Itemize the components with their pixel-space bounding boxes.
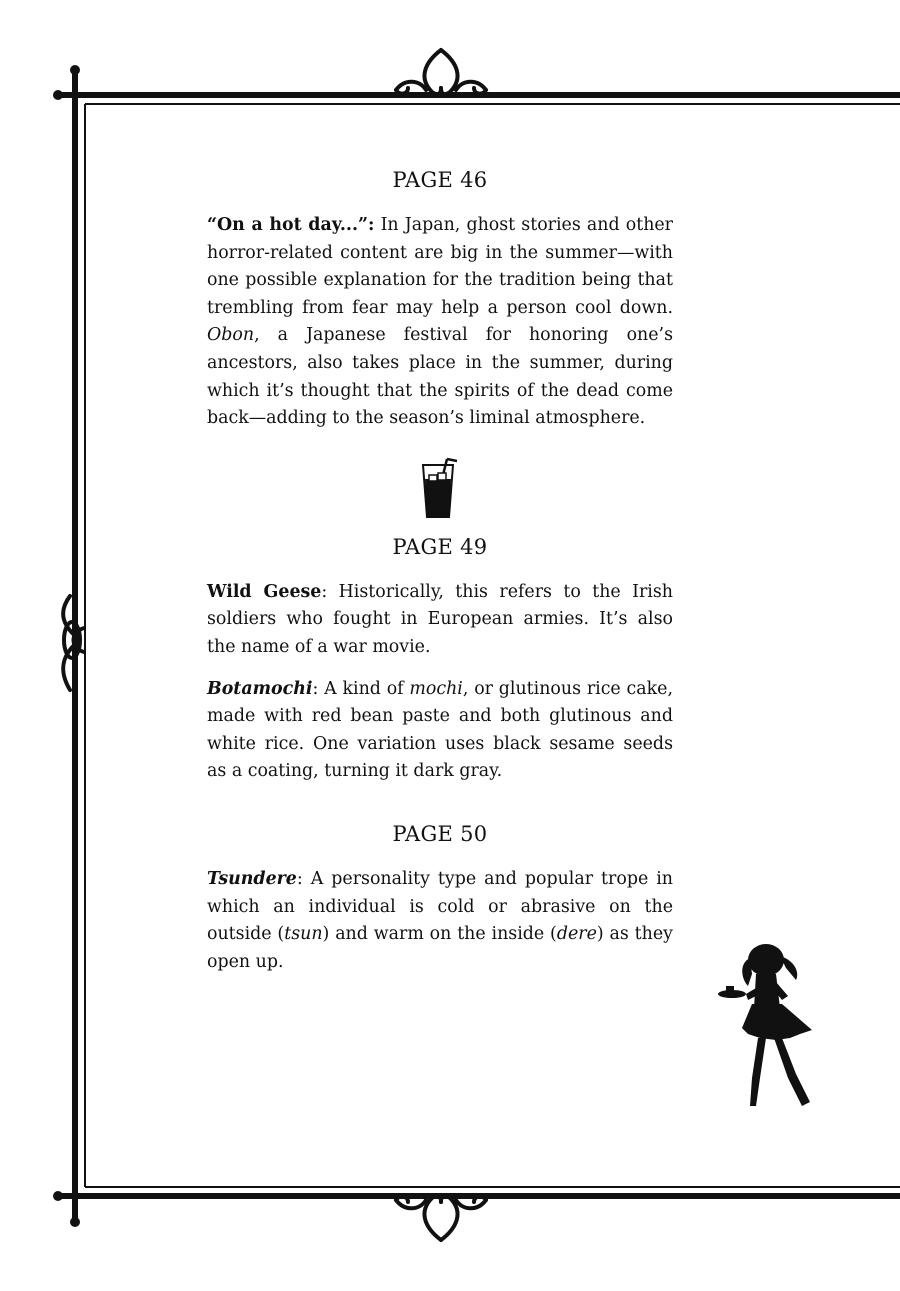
iced-drink-icon [415, 455, 465, 521]
note-term: Wild Geese [207, 581, 322, 602]
top-flourish-icon [396, 50, 486, 94]
page-46-heading: PAGE 46 [392, 168, 488, 192]
note-term: Tsundere [207, 868, 297, 889]
maid-silhouette-icon [716, 938, 816, 1110]
note-wild-geese: Wild Geese: Historically, this refers to the Irish soldiers who fought in European armies. It’s also the name of a war movie. [207, 581, 673, 657]
notes-content [207, 168, 673, 990]
note-tsundere: Tsundere: A personality type and popular trope in which an individual is cold or abrasive on the outside (tsun) and warm on the inside (dere) as they open up. [207, 868, 673, 972]
page-50-heading: PAGE 50 [392, 821, 488, 846]
note-term: “On a hot day...”: [207, 215, 375, 235]
note-term: Botamochi [207, 678, 313, 699]
bottom-flourish-icon [396, 1196, 486, 1240]
page-49-heading: PAGE 49 [392, 534, 488, 559]
note-botamochi: Botamochi: A kind of mochi, or glutinous rice cake, made with red bean paste and both glutinous and white rice. One variation uses black sesame seeds as a coating, turning it dark gray. [207, 678, 673, 782]
note-on-a-hot-day: “On a hot day...”: In Japan, ghost stories and other horror-related content are big in the summer—with one possible explanation for the tradition being that trembling from fear may help a person cool down. Obon, a Japanese festival for honoring one’s ancestors, also takes place in the summer, during which it’s thought that the spirits of the dead come back—adding to the season’s liminal atmosphere. [207, 215, 673, 429]
